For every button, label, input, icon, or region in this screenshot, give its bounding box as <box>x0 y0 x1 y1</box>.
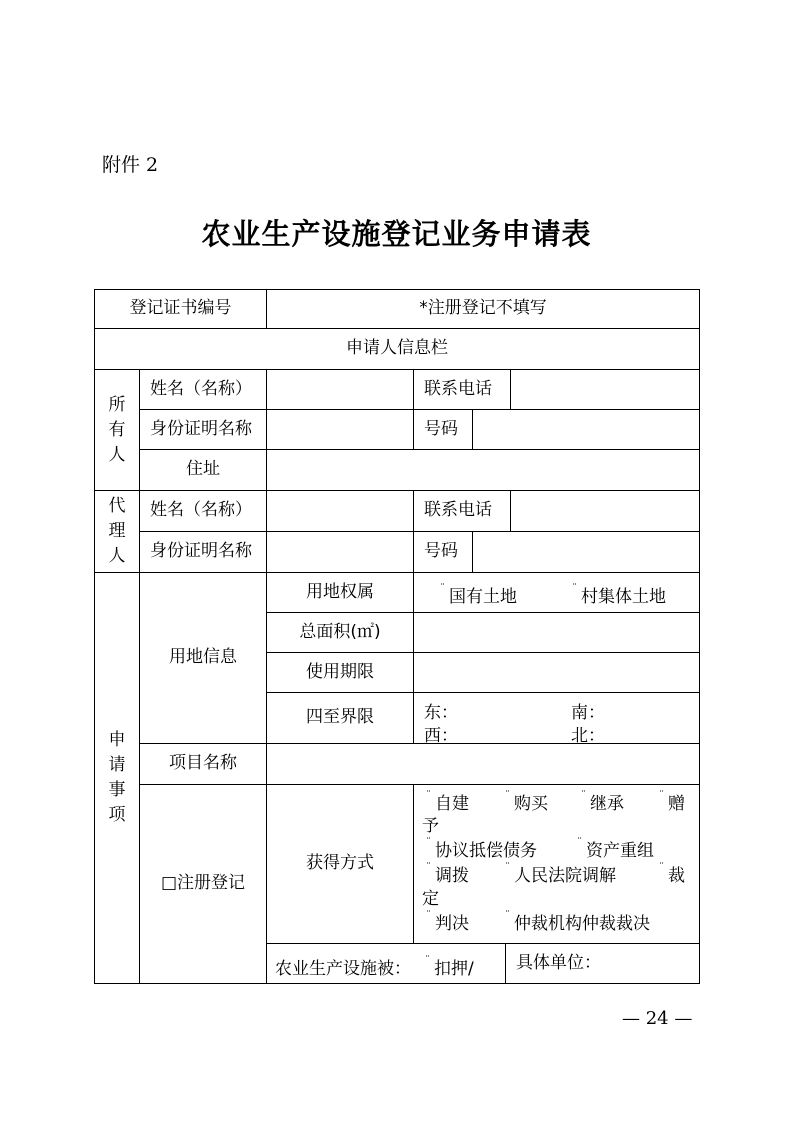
application-form <box>95 290 700 984</box>
specific-unit-label: 具体单位： <box>505 943 700 984</box>
acquire-purchase[interactable]: ¨ 购买 <box>505 790 548 814</box>
owner-group-label: 所 有 人 <box>94 369 140 491</box>
agent-number-label: 号码 <box>413 531 473 573</box>
project-name-input[interactable] <box>266 743 700 785</box>
acquire-gift[interactable]: ¨ 赠 <box>659 790 685 814</box>
agent-group-label: 代 理 人 <box>94 490 140 573</box>
acquire-restructure[interactable]: ¨ 资产重组 <box>577 837 654 861</box>
boundary-fields <box>413 692 700 744</box>
area-input[interactable] <box>413 612 700 653</box>
area-label: 总面积(㎡) <box>266 612 414 653</box>
acquire-gift-wrap: 予 <box>422 816 439 836</box>
acquire-inherit[interactable]: ¨ 继承 <box>581 790 624 814</box>
application-group-label: 申 请 事 项 <box>94 572 140 984</box>
agent-phone-input[interactable] <box>510 490 700 532</box>
agent-name-input[interactable] <box>266 490 414 532</box>
acquire-debt[interactable]: ¨ 协议抵偿债务 <box>426 837 537 861</box>
owner-phone-input[interactable] <box>510 369 700 410</box>
form-title: 农业生产设施登记业务申请表 <box>201 217 592 251</box>
boundary-north[interactable]: 北： <box>571 726 605 746</box>
seized-option[interactable]: ¨ 扣押/ <box>425 955 474 979</box>
seized-row <box>266 943 506 984</box>
attachment-label: 附件 2 <box>102 154 159 176</box>
ownership-option-collective[interactable]: ¨ 村集体土地 <box>572 583 666 607</box>
boundary-label: 四至界限 <box>266 692 414 744</box>
applicant-section-header: 申请人信息栏 <box>94 328 700 370</box>
page-number: — 24 — <box>622 1008 693 1029</box>
owner-phone-label: 联系电话 <box>413 369 511 410</box>
period-label: 使用期限 <box>266 652 414 693</box>
acquire-options <box>413 784 700 944</box>
owner-address-input[interactable] <box>266 449 700 491</box>
register-checkbox[interactable]: □注册登记 <box>139 784 267 984</box>
owner-name-label: 姓名（名称） <box>139 369 267 410</box>
agent-id-label: 身份证明名称 <box>139 531 267 573</box>
ownership-option-state[interactable]: ¨ 国有土地 <box>440 583 517 607</box>
boundary-east[interactable]: 东： <box>424 703 458 723</box>
owner-id-label: 身份证明名称 <box>139 409 267 450</box>
boundary-west[interactable]: 西： <box>424 726 458 746</box>
agent-id-input[interactable] <box>266 531 414 573</box>
owner-number-input[interactable] <box>472 409 700 450</box>
acquire-allocation[interactable]: ¨ 调拨 <box>426 862 469 886</box>
acquire-mediation[interactable]: ¨ 人民法院调解 <box>505 862 616 886</box>
acquire-label: 获得方式 <box>266 784 414 944</box>
boundary-south[interactable]: 南： <box>571 703 605 723</box>
owner-number-label: 号码 <box>413 409 473 450</box>
cert-no-label: 登记证书编号 <box>94 289 267 329</box>
land-info-label: 用地信息 <box>139 572 267 744</box>
cert-no-value: *注册登记不填写 <box>266 289 700 329</box>
agent-number-input[interactable] <box>472 531 700 573</box>
acquire-self-build[interactable]: ¨ 自建 <box>426 790 469 814</box>
seized-label: 农业生产设施被： <box>275 959 411 979</box>
acquire-arbitration[interactable]: ¨ 仲裁机构仲裁裁决 <box>505 910 650 934</box>
project-name-label: 项目名称 <box>139 743 267 785</box>
owner-address-label: 住址 <box>139 449 267 491</box>
acquire-ruling[interactable]: ¨ 裁 <box>659 862 685 886</box>
agent-name-label: 姓名（名称） <box>139 490 267 532</box>
ownership-label: 用地权属 <box>266 572 414 613</box>
owner-name-input[interactable] <box>266 369 414 410</box>
agent-phone-label: 联系电话 <box>413 490 511 532</box>
acquire-ruling-wrap: 定 <box>422 889 439 909</box>
period-input[interactable] <box>413 652 700 693</box>
acquire-judgment[interactable]: ¨ 判决 <box>426 910 469 934</box>
owner-id-input[interactable] <box>266 409 414 450</box>
ownership-options <box>413 572 700 613</box>
